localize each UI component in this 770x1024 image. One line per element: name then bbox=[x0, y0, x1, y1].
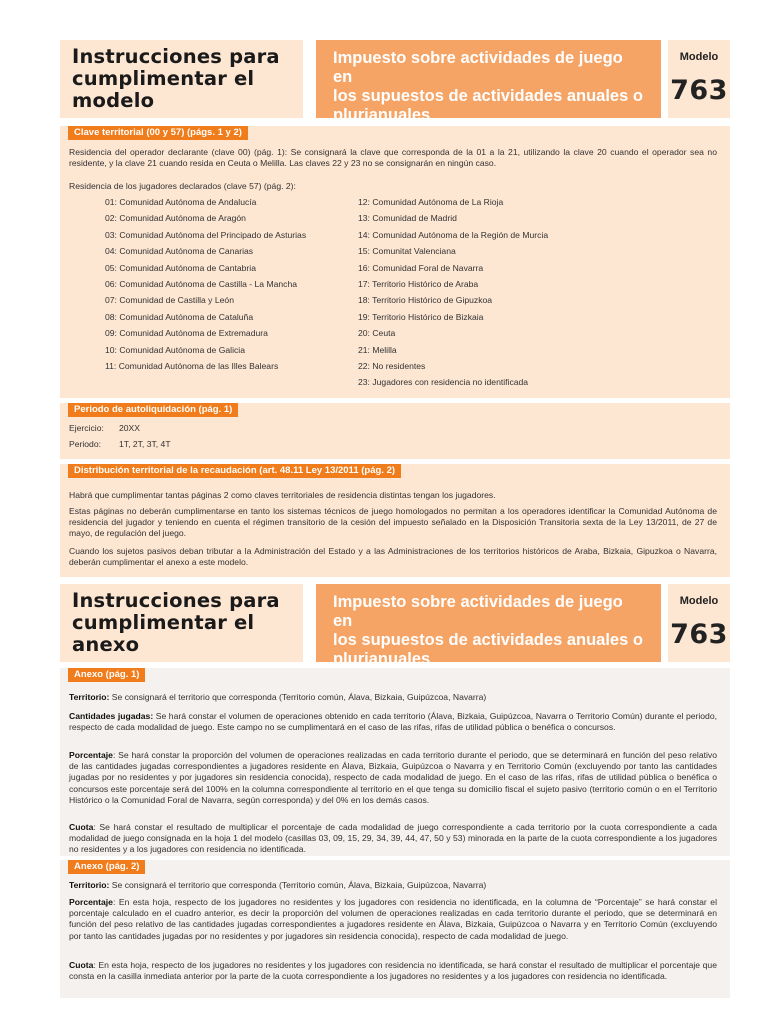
instructions-title bbox=[60, 584, 303, 662]
periodo-heading: Periodo de autoliquidación (pág. 1) bbox=[68, 403, 238, 417]
anexo1-territorio bbox=[69, 692, 717, 703]
title-line: cumplimentar el bbox=[72, 611, 255, 634]
periodo-value: 1T, 2T, 3T, 4T bbox=[119, 439, 171, 449]
list-item: 19: Territorio Histórico de Bizkaia bbox=[358, 311, 484, 322]
term-text: Se hará constar el volumen de operaciones obtenido en cada territorio (Álava, Bizkaia, Guipúzcoa, Navarra o Territorio Común) durante el periodo, respecto de cada modalidad de juego. Este campo no se cumplimentará en el caso de las rifas, rifas de utilidad pública o benéfica o concursos. bbox=[69, 711, 717, 733]
term-text: : En esta hoja, respecto de los jugadores no residentes y los jugadores con residencia no identificada, en la columna de “Porcentaje” se hará constar el porcentaje calculado en el cuadro anterior, es decir la proporción del volumen de operaciones realizadas en cada territorio durante el periodo, que se determinará en función del peso relativo de las cantidades jugadas correspondientes a jugadores residente en Álava, Bizkaia, Guipúzcoa o Navarra y en Territorio Común (excluyendo por tanto las cantidades jugadas por no residentes y por jugadores sin residencia conocida), respecto de cada modalidad de juego. bbox=[69, 897, 717, 941]
list-item: 05: Comunidad Autónoma de Cantabria bbox=[105, 262, 256, 273]
title-line: modelo bbox=[72, 89, 155, 112]
desc-line: los supuestos de actividades anuales o bbox=[333, 87, 643, 105]
term-label: Porcentaje bbox=[69, 897, 113, 907]
anexo1-cuota bbox=[69, 822, 717, 856]
list-item: 02: Comunidad Autónoma de Aragón bbox=[105, 213, 246, 224]
list-item: 22: No residentes bbox=[358, 361, 426, 372]
term-text: Se consignará el territorio que corresponda (Territorio común, Álava, Bizkaia, Guipúzcoa, Navarra) bbox=[109, 880, 487, 890]
term-label: Territorio: bbox=[69, 692, 110, 702]
term-text: : Se hará constar la proporción del volumen de operaciones realizadas en cada territorio durante el periodo, que se determinará en función del peso relativo de las cantidades jugadas correspondientes a jugadores residente en Álava, Bizkaia, Guipúzcoa o Navarra y en Territorio Común (excluyendo por tanto las cantidades jugadas por no residentes y por jugadores sin residencia conocida), respecto de cada modalidad de juego. En el caso de las rifas, rifas de utilidad pública o benéfica o concursos este porcentaje será del 100% en la columna correspondiente al territorio en el que tenga su domicilio fiscal el sujeto pasivo (territorio común o en el Territorio Histórico o la Comunidad Foral de Navarra, según corresponda) y del 0% en los demás casos. bbox=[69, 750, 717, 805]
desc-line: los supuestos de actividades anuales o bbox=[333, 631, 643, 649]
header-anexo bbox=[60, 584, 730, 668]
desc-line: plurianuales bbox=[333, 650, 431, 668]
anexo1-porcentaje bbox=[69, 750, 717, 806]
model-number: 763 bbox=[670, 619, 728, 650]
ejercicio-label: Ejercicio: bbox=[69, 423, 104, 433]
list-item: 08: Comunidad Autónoma de Cataluña bbox=[105, 311, 254, 322]
list-item: 16: Comunidad Foral de Navarra bbox=[358, 262, 484, 273]
list-item: 10: Comunidad Autónoma de Galicia bbox=[105, 344, 245, 355]
title-line: anexo bbox=[72, 633, 140, 656]
anexo2-cuota bbox=[69, 960, 717, 982]
term-label: Porcentaje bbox=[69, 750, 113, 760]
term-text: : Se hará constar el resultado de multiplicar el porcentaje de cada modalidad de juego correspondiente a cada territorio por la cuota correspondiente a cada modalidad de juego consignada en la hoja 1 del modelo (casillas 03, 09, 15, 29, 34, 39, 44, 47, 50 y 53) minorada en la parte de la cuota correspondiente a los jugadores no residentes y a los jugadores con residencia no identificada. bbox=[69, 822, 717, 855]
ejercicio-row bbox=[69, 423, 140, 433]
model-label: Modelo bbox=[679, 595, 719, 607]
distribucion-p2: Estas páginas no deberán cumplimentarse en tanto los sistemas técnicos de juego homologados no permitan a los operadores identificar la Comunidad Autónoma de residencia del jugador y teniendo en cuenta el régimen transitorio de la cesión del impuesto señalado en la Disposición Transitoria sexta de la Ley 13/2011, de 27 de mayo, de regulación del juego. bbox=[69, 506, 717, 539]
term-label: Cantidades jugadas: bbox=[69, 711, 154, 721]
model-box bbox=[668, 584, 730, 662]
list-item: 23: Jugadores con residencia no identificada bbox=[358, 377, 529, 388]
list-item: 17: Territorio Histórico de Araba bbox=[358, 279, 479, 290]
tax-description bbox=[316, 584, 661, 668]
periodo-row bbox=[69, 439, 171, 449]
list-item: 21: Melilla bbox=[358, 344, 397, 355]
clave-heading: Clave territorial (00 y 57) (págs. 1 y 2) bbox=[68, 126, 248, 140]
residence-list-left bbox=[105, 194, 306, 374]
term-text: : En esta hoja, respecto de los jugadores no residentes y los jugadores con residencia no identificada, se hará constar el resultado de multiplicar el porcentaje que consta en la casilla inmediata anterior por la parte de la cuota correspondiente a los jugadores no residentes y a los jugadores con residencia no identificada. bbox=[69, 960, 717, 982]
tax-description bbox=[316, 40, 661, 124]
header-modelo bbox=[60, 40, 730, 124]
residence-list-right bbox=[358, 194, 548, 391]
distribucion-p3: Cuando los sujetos pasivos deban tributar a la Administración del Estado y a las Administraciones de los territorios históricos de Araba, Bizkaia, Gipuzkoa o Navarra, deberán cumplimentar el anexo a este modelo. bbox=[69, 546, 717, 568]
periodo-label: Periodo: bbox=[69, 439, 102, 449]
title-line: cumplimentar el bbox=[72, 67, 255, 90]
list-item: 04: Comunidad Autónoma de Canarias bbox=[105, 246, 254, 257]
list-item: 01: Comunidad Autónoma de Andalucía bbox=[105, 197, 257, 207]
anexo1-heading: Anexo (pág. 1) bbox=[68, 668, 145, 682]
list-item: 12: Comunidad Autónoma de La Rioja bbox=[358, 197, 504, 207]
desc-line: plurianuales bbox=[333, 106, 431, 124]
anexo2-porcentaje bbox=[69, 897, 717, 942]
list-item: 18: Territorio Histórico de Gipuzkoa bbox=[358, 295, 493, 306]
list-item: 09: Comunidad Autónoma de Extremadura bbox=[105, 328, 268, 339]
list-item: 11: Comunidad Autónoma de las Illes Balears bbox=[105, 361, 279, 372]
list-item: 03: Comunidad Autónoma del Principado de Asturias bbox=[105, 229, 307, 240]
list-item: 20: Ceuta bbox=[358, 328, 396, 339]
list-item: 13: Comunidad de Madrid bbox=[358, 213, 457, 224]
ejercicio-value: 20XX bbox=[119, 423, 141, 433]
distribucion-heading: Distribución territorial de la recaudación (art. 48.11 Ley 13/2011 (pág. 2) bbox=[68, 464, 401, 478]
list-item: 06: Comunidad Autónoma de Castilla - La Mancha bbox=[105, 279, 298, 290]
distribucion-p1: Habrá que cumplimentar tantas páginas 2 como claves territoriales de residencia distintas tengan los jugadores. bbox=[69, 490, 496, 500]
term-text: Se consignará el territorio que corresponda (Territorio común, Álava, Bizkaia, Guipúzcoa, Navarra) bbox=[109, 692, 487, 702]
anexo1-cantidades bbox=[69, 711, 717, 733]
anexo2-territorio bbox=[69, 880, 717, 891]
model-label: Modelo bbox=[679, 51, 719, 63]
list-item: 07: Comunidad de Castilla y León bbox=[105, 295, 234, 306]
model-box bbox=[668, 40, 730, 118]
term-label: Territorio: bbox=[69, 880, 110, 890]
list-item: 14: Comunidad Autónoma de la Región de Murcia bbox=[358, 229, 549, 240]
desc-line: Impuesto sobre actividades de juego en bbox=[333, 593, 623, 630]
title-line: Instrucciones para bbox=[72, 45, 280, 68]
list-item: 15: Comunitat Valenciana bbox=[358, 246, 456, 257]
term-label: Cuota bbox=[69, 822, 94, 832]
title-line: Instrucciones para bbox=[72, 589, 280, 612]
clave-paragraph: Residencia del operador declarante (clave 00) (pág. 1): Se consignará la clave que corresponda de la 01 a la 21, utilizando la clave 20 cuando el operador sea no residente, y la clave 21 cuando resida en Ceuta o Melilla. Las claves 22 y 23 no se consignarán en ningún caso. bbox=[69, 147, 717, 169]
model-number: 763 bbox=[670, 75, 728, 106]
residence-intro: Residencia de los jugadores declarados (clave 57) (pág. 2): bbox=[69, 181, 296, 191]
term-label: Cuota bbox=[69, 960, 94, 970]
desc-line: Impuesto sobre actividades de juego en bbox=[333, 49, 623, 86]
instructions-title bbox=[60, 40, 303, 118]
anexo2-heading: Anexo (pág. 2) bbox=[68, 860, 145, 874]
